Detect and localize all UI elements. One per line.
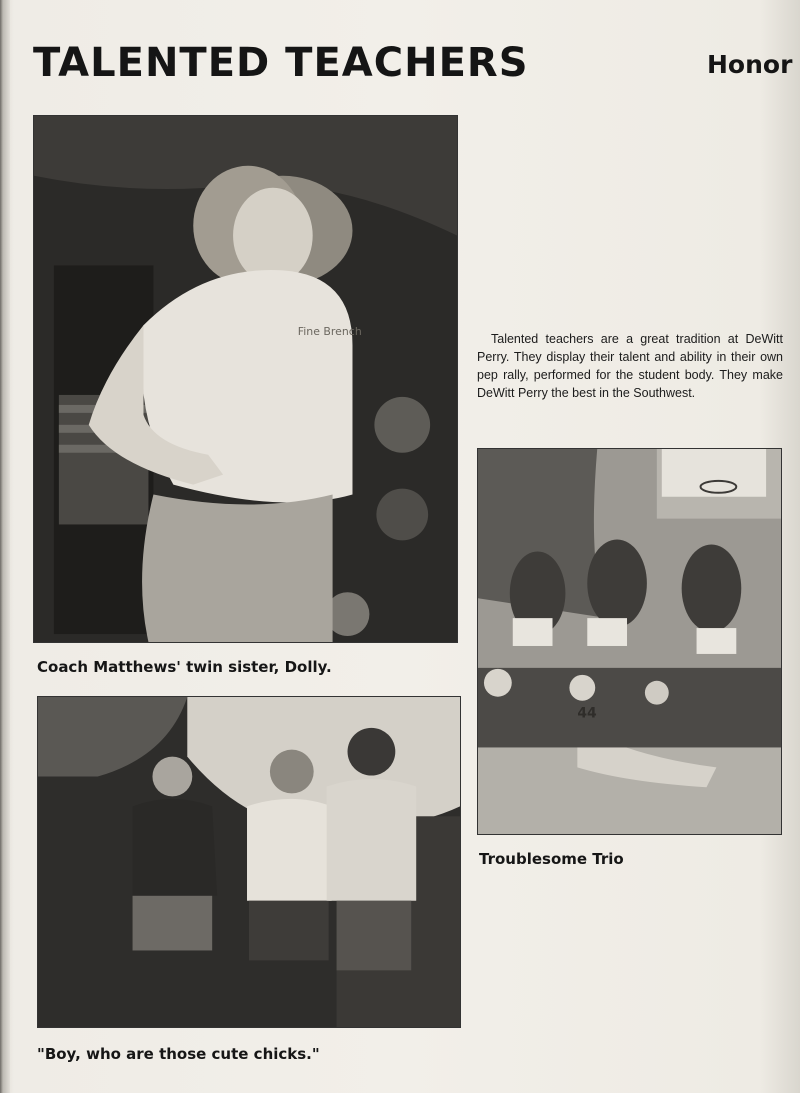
photo-chicks [37,696,461,1028]
caption-dolly: Coach Matthews' twin sister, Dolly. [37,658,332,676]
shirt-logo-text: Fine Brench [297,325,362,339]
section-label: Honor [707,50,793,79]
body-paragraph: Talented teachers are a great tradition at DeWitt Perry. They display their talent and ability in their own pep rally, performed for the student body. They make DeWitt Perry the best in the Southwest. [477,332,783,400]
photo-trio [477,448,782,835]
page-binding [0,0,10,1093]
caption-trio: Troublesome Trio [479,850,624,868]
page-title: TALENTED TEACHERS [33,40,529,86]
caption-chicks: "Boy, who are those cute chicks." [37,1045,320,1063]
photo-dolly [33,115,458,643]
jersey-number: 44 [577,705,597,722]
